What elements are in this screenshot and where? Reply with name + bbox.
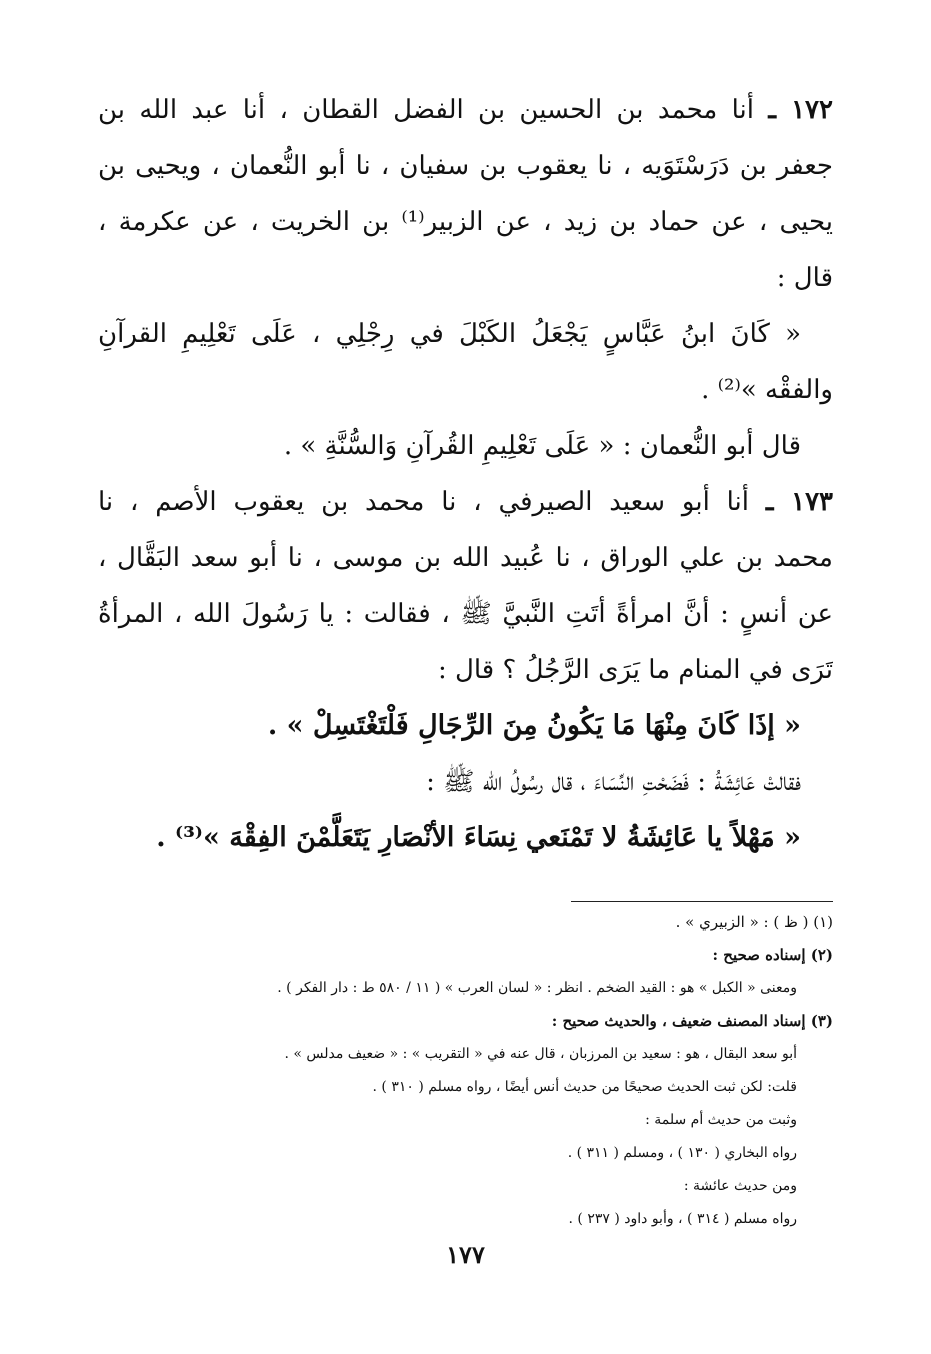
hadith-number: ١٧٣ ـ bbox=[765, 487, 833, 517]
hadith-172-quote-line-2: والفقْه »⁽²⁾ . bbox=[701, 375, 833, 405]
hadith-172-line-2: جعفر بن دَرَسْتَوَيه ، نا يعقوب بن سفيان ، نا أبو النُّعمان ، ويحيى بن bbox=[98, 151, 833, 181]
footnote-divider bbox=[571, 901, 833, 902]
hadith-172-line-4: قال : bbox=[776, 263, 833, 293]
footnote-3-line-4: رواه البخاري ( ١٣٠ ) ، ومسلم ( ٣١١ ) . bbox=[567, 1145, 797, 1161]
footnote-3-line-3: وثبت من حديث أم سلمة : bbox=[645, 1112, 797, 1128]
main-text bbox=[98, 82, 833, 866]
hadith-173-line-1: ١٧٣ ـ أنا أبو سعيد الصيرفي ، نا محمد بن يعقوب الأصم ، نا bbox=[98, 487, 833, 517]
footnote-3-line-1: أبو سعد البقال ، هو : سعيد بن المرزبان ، قال عنه في « التقريب » : « ضعيف مدلس » . bbox=[284, 1046, 797, 1062]
footnote-3-line-5: ومن حديث عائشة : bbox=[683, 1178, 797, 1194]
footnote-2-heading: (٢) إسناده صحيح : bbox=[712, 946, 833, 964]
hadith-172-note: قال أبو النُّعمان : « عَلَى تَعْلِيمِ القُرآنِ وَالسُّنَّةِ » . bbox=[283, 431, 801, 461]
hadith-173-line-4: تَرَى في المنام ما يَرَى الرَّجُلُ ؟ قال : bbox=[437, 655, 833, 685]
footnote-2-text: ومعنى « الكبل » هو : القيد الضخم . انظر : « لسان العرب » ( ١١ / ٥٨٠ ط : دار الفكر ) . bbox=[277, 980, 797, 996]
page-number: ١٧٧ bbox=[446, 1240, 485, 1269]
hadith-173-quote-1: « إذَا كَانَ مِنْهَا مَا يَكُونُ مِنَ الرِّجَالِ فَلْتَغْتَسِلْ » . bbox=[267, 710, 801, 741]
hadith-173-aisha-line: فقالتْ عَائِشَةُ : فَضَحْتِ النِّسَاءَ ، قال رسُولُ الله ﷺ : bbox=[426, 767, 801, 797]
hadith-173-line-2: محمد بن علي الوراق ، نا عُبيد الله بن موسى ، نا أبو سعد البَقَّال ، bbox=[98, 543, 833, 573]
hadith-173-quote-2: « مَهْلاً يا عَائِشَةُ لا تَمْنَعي نِسَاءَ الأنْصَارِ يَتَعَلَّمْنَ الفِقْهَ »⁽³⁾ . bbox=[156, 822, 801, 853]
footnote-1: (١) ( ظ ) : « الزبيري » . bbox=[675, 913, 833, 931]
footnote-3-line-2: قلت: لكن ثبت الحديث صحيحًا من حديث أنس أيضًا ، رواه مسلم ( ٣١٠ ) . bbox=[372, 1079, 797, 1095]
footnote-3-line-6: رواه مسلم ( ٣١٤ ) ، وأبو داود ( ٢٣٧ ) . bbox=[568, 1211, 797, 1227]
hadith-172-line-3: يحيى ، عن حماد بن زيد ، عن الزبير⁽¹⁾ بن الخريت ، عن عكرمة ، bbox=[98, 207, 833, 237]
hadith-172-quote-line-1: « كَانَ ابنُ عَبَّاسٍ يَجْعَلُ الكَبْلَ في رِجْلِي ، عَلَى تَعْلِيمِ القرآنِ bbox=[98, 319, 801, 349]
hadith-number: ١٧٢ ـ bbox=[768, 95, 833, 125]
hadith-173-line-3: عن أنسٍ : أنَّ امرأةً أتَتِ النَّبيَّ ﷺ ، فقالت : يا رَسُولَ الله ، المرأةُ bbox=[98, 599, 833, 629]
hadith-172-line-1: ١٧٢ ـ أنا محمد بن الحسين بن الفضل القطان ، أنا عبد الله بن bbox=[98, 95, 833, 125]
footnotes bbox=[98, 906, 833, 1236]
footnote-3-heading: (٣) إسناد المصنف ضعيف ، والحديث صحيح : bbox=[551, 1012, 833, 1030]
